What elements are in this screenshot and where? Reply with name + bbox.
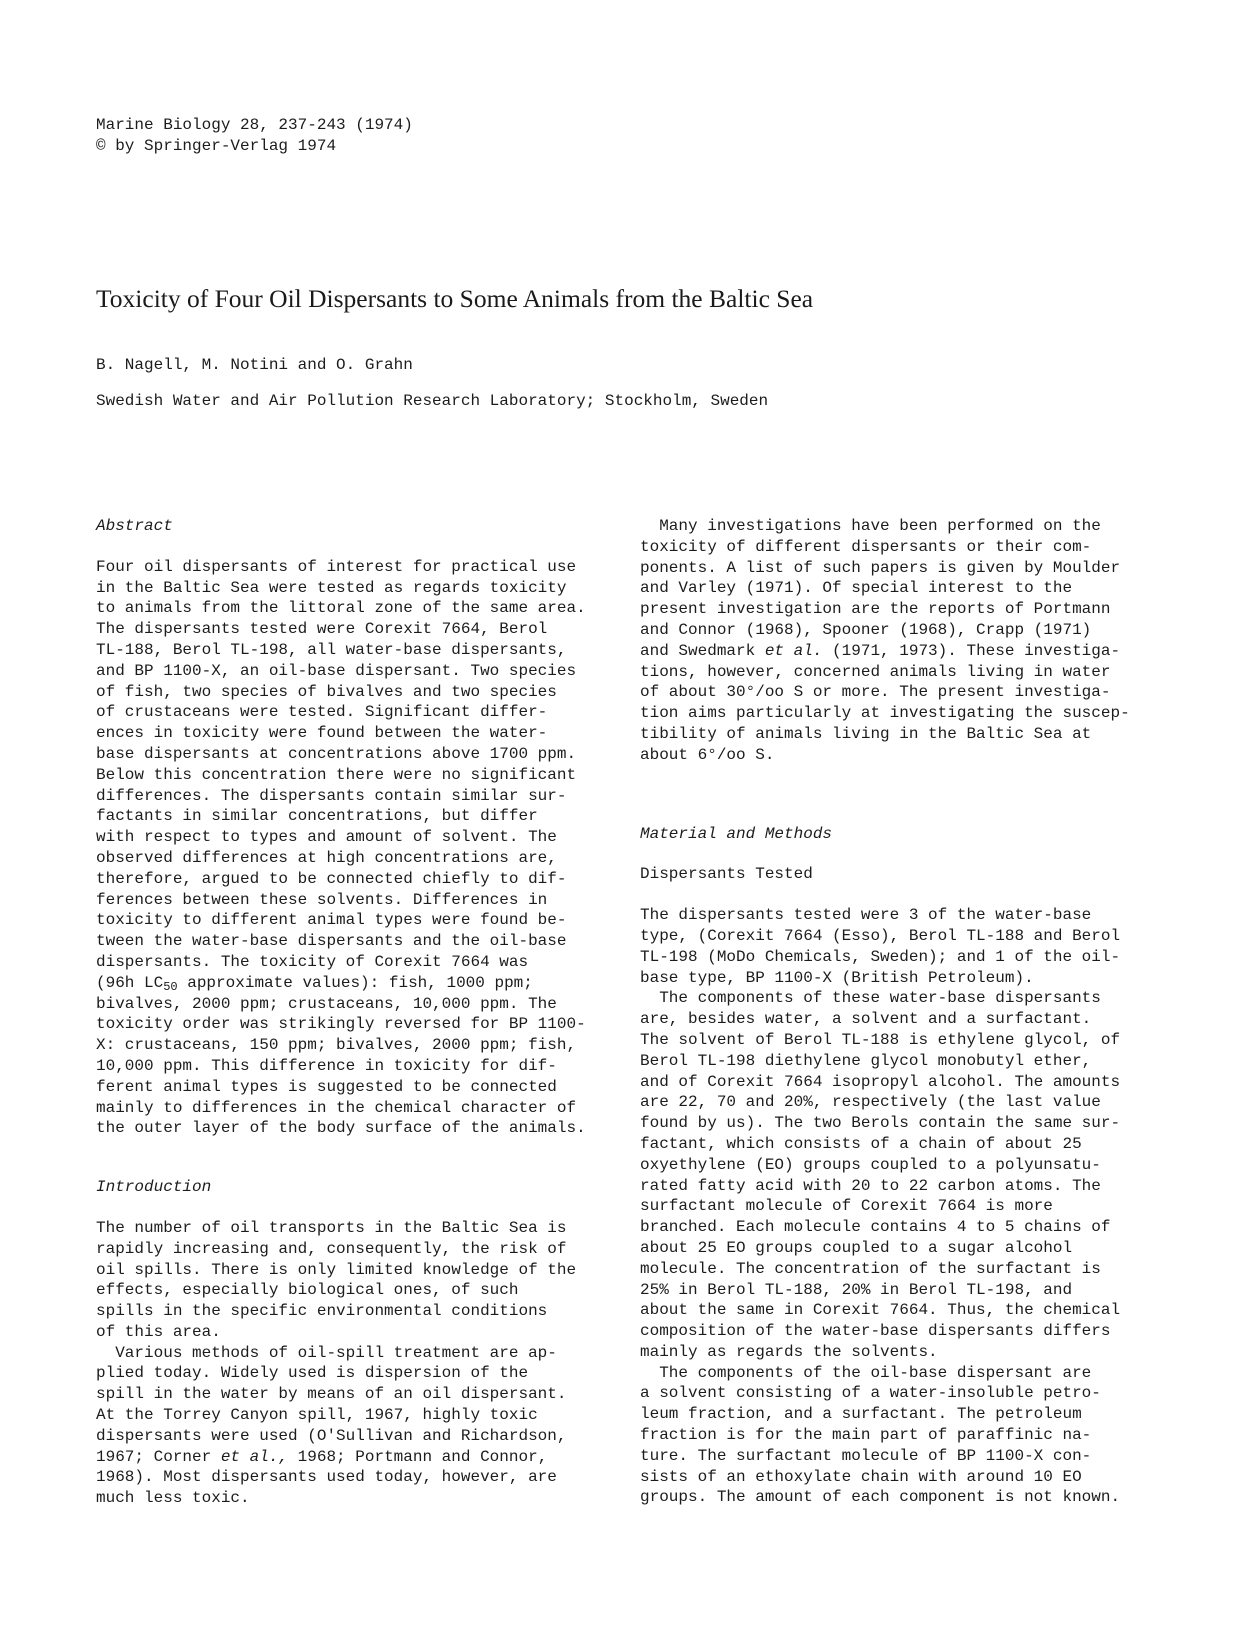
methods-line: oxyethylene (EO) groups coupled to a polyunsatu- (640, 1155, 1101, 1174)
spacer (96, 1139, 616, 1177)
intro2-line: about 6°/oo S. (640, 745, 775, 764)
intro2-line: ponents. A list of such papers is given by Moulder (640, 558, 1121, 577)
abstract-line: base dispersants at concentrations above 1700 ppm. (96, 744, 577, 763)
abstract-line: with respect to types and amount of solvent. The (96, 828, 557, 847)
methods-line: about the same in Corexit 7664. Thus, the chemical (640, 1301, 1121, 1320)
affiliation: Swedish Water and Air Pollution Research Laboratory; Stockholm, Sweden (96, 392, 769, 410)
abstract-line: dispersants. The toxicity of Corexit 7664 was (96, 952, 529, 971)
methods-line: composition of the water-base dispersants differs (640, 1322, 1111, 1341)
abstract-heading: Abstract (96, 517, 173, 535)
journal-header (96, 115, 696, 157)
abstract-line: in the Baltic Sea were tested as regards toxicity (96, 578, 567, 597)
abstract-line: of fish, two species of bivalves and two species (96, 682, 557, 701)
methods-line: The components of these water-base dispersants (640, 989, 1101, 1008)
abstract-line: Below this concentration there were no significant (96, 765, 577, 784)
methods-heading: Material and Methods (640, 824, 833, 843)
methods-line: rated fatty acid with 20 to 22 carbon atoms. The (640, 1176, 1101, 1195)
abstract-line: 10,000 ppm. This difference in toxicity for dif- (96, 1056, 557, 1075)
methods-line: sists of an ethoxylate chain with around 10 EO (640, 1467, 1082, 1486)
abstract-line: X: crustaceans, 150 ppm; bivalves, 2000 ppm; fish, (96, 1036, 577, 1055)
abstract-lc50-line (96, 973, 616, 994)
intro2-line: of about 30°/oo S or more. The present investiga- (640, 683, 1111, 702)
abstract-line: tween the water-base dispersants and the oil-base (96, 932, 567, 951)
journal-citation: Marine Biology 28, 237-243 (1974) (96, 116, 413, 134)
paper-title: Toxicity of Four Oil Dispersants to Some Animals from the Baltic Sea (96, 284, 814, 313)
abstract-line: to animals from the littoral zone of the same area. (96, 599, 586, 618)
intro2-line: present investigation are the reports of Portmann (640, 600, 1111, 619)
abstract-line: and BP 1100-X, an oil-base dispersant. Two species (96, 661, 577, 680)
intro2-line: tion aims particularly at investigating the suscep- (640, 704, 1130, 723)
methods-line: molecule. The concentration of the surfactant is (640, 1259, 1101, 1278)
abstract-line: therefore, argued to be connected chiefly to dif- (96, 869, 567, 888)
abstract-line: ences in toxicity were found between the water- (96, 724, 548, 743)
corner-suffix: 1968; Portmann and Connor, (288, 1447, 548, 1466)
methods-line: type, (Corexit 7664 (Esso), Berol TL-188 and Berol (640, 926, 1121, 945)
methods-line: mainly as regards the solvents. (640, 1342, 938, 1361)
methods-body (640, 905, 1160, 1508)
methods-line: TL-198 (MoDo Chemicals, Sweden); and 1 of the oil- (640, 947, 1121, 966)
intro2-line: and Varley (1971). Of special interest to the (640, 579, 1073, 598)
intro2-line: tibility of animals living in the Baltic Sea at (640, 724, 1092, 743)
intro-line: Various methods of oil-spill treatment are ap- (96, 1343, 557, 1362)
swed-suffix: (1971, 1973). These investiga- (822, 641, 1121, 660)
lc-suffix: approximate values): fish, 1000 ppm; (177, 973, 533, 992)
methods-line: base type, BP 1100-X (British Petroleum). (640, 968, 1034, 987)
intro2-line: toxicity of different dispersants or their com- (640, 537, 1092, 556)
abstract-line: differences. The dispersants contain similar sur- (96, 786, 567, 805)
spacer (96, 1198, 616, 1218)
intro2-line: and Connor (1968), Spooner (1968), Crapp (1971) (640, 620, 1092, 639)
methods-line: The components of the oil-base dispersant are (640, 1363, 1092, 1382)
spacer (640, 766, 1160, 824)
intro-line: At the Torrey Canyon spill, 1967, highly toxic (96, 1406, 538, 1425)
abstract-line: mainly to differences in the chemical character of (96, 1098, 577, 1117)
abstract-line: the outer layer of the body surface of the animals. (96, 1119, 586, 1138)
methods-line: The solvent of Berol TL-188 is ethylene glycol, of (640, 1030, 1121, 1049)
methods-line: 25% in Berol TL-188, 20% in Berol TL-198, and (640, 1280, 1073, 1299)
methods-line: factant, which consists of a chain of about 25 (640, 1134, 1082, 1153)
methods-line: ture. The surfactant molecule of BP 1100-X con- (640, 1446, 1092, 1465)
methods-line: The dispersants tested were 3 of the water-base (640, 906, 1092, 925)
intro-line: of this area. (96, 1322, 221, 1341)
intro-line: effects, especially biological ones, of such (96, 1281, 519, 1300)
abstract-line: ferences between these solvents. Differences in (96, 890, 548, 909)
abstract-line: toxicity order was strikingly reversed for BP 1100- (96, 1015, 586, 1034)
abstract-line: bivalves, 2000 ppm; crustaceans, 10,000 ppm. The (96, 994, 557, 1013)
methods-line: a solvent consisting of a water-insoluble petro- (640, 1384, 1101, 1403)
methods-subheading: Dispersants Tested (640, 865, 813, 884)
intro-line: 1968). Most dispersants used today, however, are (96, 1468, 557, 1487)
methods-line: fraction is for the main part of paraffinic na- (640, 1426, 1092, 1445)
swed-etal: et al. (764, 641, 823, 660)
spacer (96, 537, 616, 557)
lc-subscript: 50 (163, 979, 178, 994)
abstract-body (96, 557, 616, 1139)
intro-line: spill in the water by means of an oil dispersant. (96, 1385, 567, 1404)
intro-line: plied today. Widely used is dispersion of the (96, 1364, 529, 1383)
methods-line: branched. Each molecule contains 4 to 5 chains of (640, 1218, 1111, 1237)
methods-line: are 22, 70 and 20%, respectively (the last value (640, 1093, 1101, 1112)
authors: B. Nagell, M. Notini and O. Grahn (96, 356, 413, 374)
spacer (640, 844, 1160, 864)
abstract-line: TL-188, Berol TL-198, all water-base dispersants, (96, 640, 567, 659)
introduction-heading: Introduction (96, 1178, 212, 1197)
abstract-line: of crustaceans were tested. Significant differ- (96, 703, 548, 722)
intro-line: The number of oil transports in the Baltic Sea is (96, 1218, 567, 1237)
intro-line: much less toxic. (96, 1489, 250, 1508)
abstract-line: toxicity to different animal types were found be- (96, 911, 567, 930)
abstract-line: ferent animal types is suggested to be connected (96, 1077, 557, 1096)
journal-copyright: © by Springer-Verlag 1974 (96, 136, 337, 155)
intro-line: rapidly increasing and, consequently, the risk of (96, 1239, 567, 1258)
corner-prefix: 1967; Corner (96, 1447, 221, 1466)
abstract-line: The dispersants tested were Corexit 7664, Berol (96, 620, 548, 639)
methods-line: are, besides water, a solvent and a surfactant. (640, 1010, 1092, 1029)
intro2-line: Many investigations have been performed on the (640, 517, 1101, 535)
lc-prefix: (96h LC (96, 973, 164, 992)
spacer (640, 885, 1160, 905)
abstract-line: Four oil dispersants of interest for practical use (96, 557, 577, 576)
corner-etal: et al., (220, 1447, 289, 1466)
methods-line: leum fraction, and a surfactant. The petroleum (640, 1405, 1082, 1424)
methods-line: groups. The amount of each component is not known. (640, 1488, 1121, 1507)
abstract-line: observed differences at high concentrations are, (96, 848, 557, 867)
swed-prefix: and Swedmark (640, 641, 765, 660)
methods-line: and of Corexit 7664 isopropyl alcohol. The amounts (640, 1072, 1121, 1091)
methods-line: found by us). The two Berols contain the same sur- (640, 1114, 1121, 1133)
intro2-line: tions, however, concerned animals living in water (640, 662, 1111, 681)
introduction-body (96, 1218, 616, 1509)
abstract-line: factants in similar concentrations, but differ (96, 807, 538, 826)
intro-corner-line (96, 1447, 616, 1468)
left-column (96, 516, 616, 1509)
methods-line: surfactant molecule of Corexit 7664 is more (640, 1197, 1053, 1216)
intro-continued (640, 516, 1160, 766)
right-column (640, 516, 1160, 1508)
intro-line: spills in the specific environmental conditions (96, 1302, 548, 1321)
methods-line: about 25 EO groups coupled to a sugar alcohol (640, 1238, 1073, 1257)
intro-line: oil spills. There is only limited knowledge of the (96, 1260, 577, 1279)
intro-line: dispersants were used (O'Sullivan and Richardson, (96, 1426, 567, 1445)
intro2-swedmark-line (640, 641, 1160, 662)
methods-line: Berol TL-198 diethylene glycol monobutyl ether, (640, 1051, 1092, 1070)
